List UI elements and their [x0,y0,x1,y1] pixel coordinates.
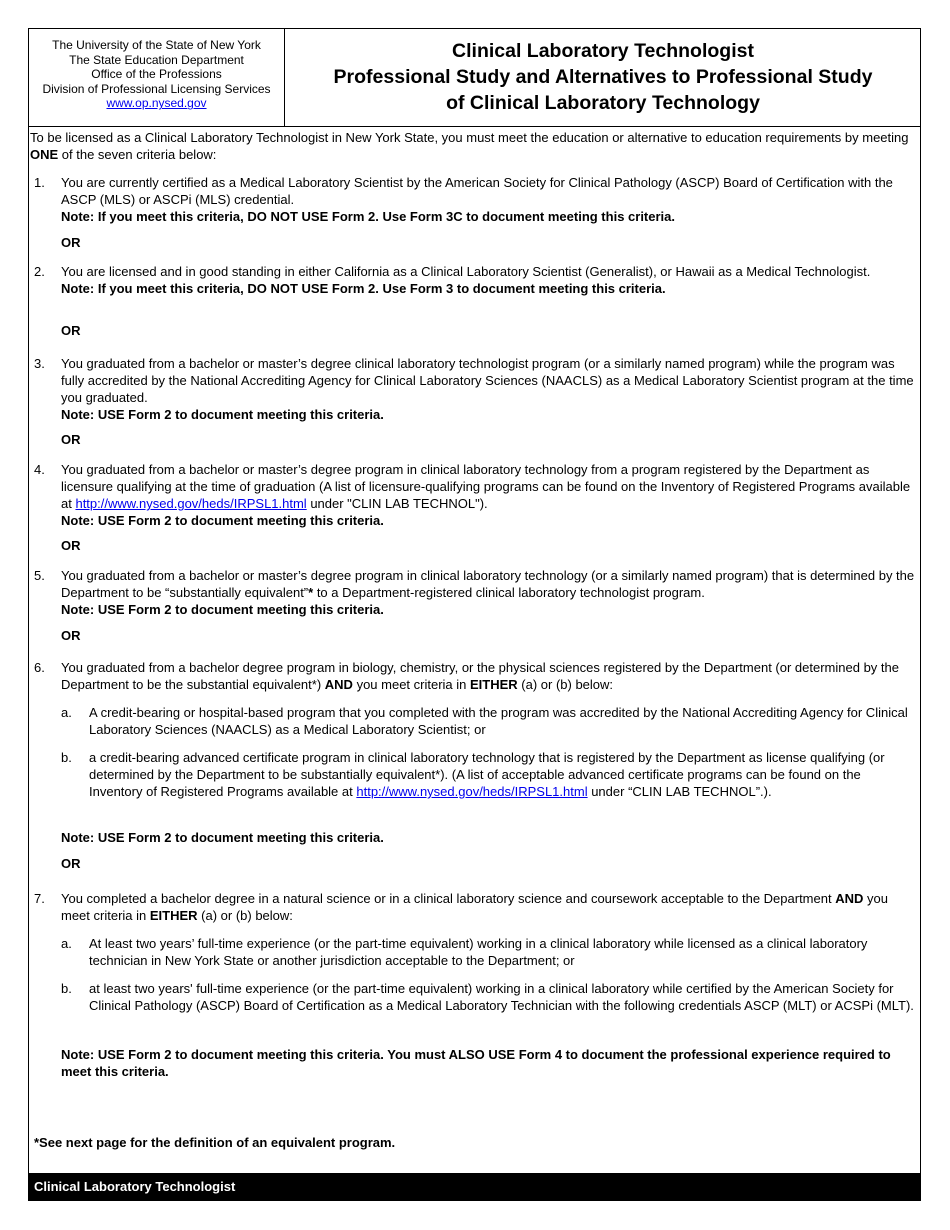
criterion-number: 3. [34,356,45,371]
criterion-note: Note: If you meet this criteria, DO NOT USE Form 2. Use Form 3 to document meeting this criteria. [61,281,666,296]
criterion-number: 5. [34,568,45,583]
agency-line-2: The State Education Department [69,52,244,67]
form-frame: The University of the State of New York The State Education Department Office of the Professions Division of Professional Licensing Services www.op.nysed.gov Clinical Laboratory Technologist Professional Study and Alternatives to Professional Study of Clinical Laboratory Technology To be licensed as a Clinical Laboratory Technologist in New York State, you must meet the education or alternative to education requirements by meeting ONE of the seven criteria below: 1. You are currently certified as a Medical Laboratory Scientist by the American Society for Clinical Pathology (ASCP) Board of Certification with the ASCP (MLS) or ASCPi (MLS) credential. Note: If you meet this criteria, DO NOT USE Form 2. Use Form 3C to document meeting this criteria. OR 2. You are licensed and in good standing in either California as a Clinical Laboratory Scientist (Generalist), or Hawaii as a Medical Technologist. Note: If you meet this criteria, DO NOT USE Form 2. Use Form 3 to document meeting this criteria. OR 3. You graduated from a bachelor or master’s degree clinical laboratory technologist program (or a similarly named program) while the program was fully accredited by the National Accrediting Agency for Clinical Laboratory Sciences (NAACLS) as a Medical Laboratory Scientist program at the time you graduated. Note: USE Form 2 to document meeting this criteria. OR 4. You graduated from a bachelor or master’s degree program in clinical laboratory technology from a program registered by the Department as licensure qualifying at the time of graduation (A list of licensure-qualifying programs can be found on the Inventory of Registered Programs available at http://www.nysed.gov/heds/IRPSL1.html under "CLIN LAB TECHNOL"). Note: USE Form 2 to document meeting this criteria. OR 5. You graduated from a bachelor or master’s degree program in clinical laboratory technology (or a similarly named program) that is determined by the Department to be “substantially equivalent”* to a Department-registered clinical laboratory technologist program. Note: USE Form 2 to document meeting this criteria. OR 6. You graduated from a bachelor degree program in biology, chemistry, or the physical sciences registered by the Department (or determined by the Department to be the substantial equivalent*) AND you meet criteria in EITHER (a) or (b) below: a. A credit-bearing or hospital-based program that you completed with the program was accredited by the National Accrediting Agency for Clinical Laboratory Sciences (NAACLS) as a Medical Laboratory Scientist; or b. a credit-bearing advanced certificate program in clinical laboratory technology that is registered by the Department as license qualifying (or determined by the Department to be substantially equivalent*). (A list of acceptable advanced certificate programs can be found on the Inventory of Registered Programs available at http://www.nysed.gov/heds/IRPSL1.html under “CLIN LAB TECHNOL”.). Note: USE Form 2 to document meeting this criteria. OR 7. You completed a bachelor degree in a natural science or in a clinical laboratory science and coursework acceptable to the Department AND you meet criteria in EITHER (a) or (b) below: a. At least two years’ full-time experience (or the part-time equivalent) working in a clinical laboratory while licensed as a clinical laboratory technician in New York State or another jurisdiction acceptable to the Department; or b. at least two years' full-time experience (or the part-time equivalent) working in a clinical laboratory while certified by the American Society for Clinical Pathology (ASCP) Board of Certification as a Medical Laboratory Technician with the following credentials ASCP (MLT) or ACSPi (MLT). Note: USE Form 2 to document meeting this criteria. You must ALSO USE Form 4 to document the professional experience required to meet this criteria. *See next page for the definition of an equivalent program. Clinical Laboratory Technologist [28,28,921,1201]
page-title [286,29,920,126]
criterion-note: Note: USE Form 2 to document meeting this criteria. [61,407,384,422]
option-letter: b. [61,750,72,765]
criterion-number: 6. [34,660,45,675]
agency-block [29,29,285,126]
agency-website-link[interactable]: www.op.nysed.gov [106,96,207,111]
criterion-number: 2. [34,264,45,279]
criterion-text: You are licensed and in good standing in either California as a Clinical Laboratory Scientist (Generalist), or Hawaii as a Medical Technologist. Note: If you meet this criteria, DO NOT USE Form 2. Use Form 3 to document meeting this criteria. [61,264,871,296]
option-text: at least two years' full-time experience (or the part-time equivalent) working in a clinical laboratory while certified by the American Society for Clinical Pathology (ASCP) Board of Certification as a Medical Laboratory Technician with the following credentials ASCP (MLT) or ACSPi (MLT). [89,981,914,1013]
option-text: At least two years’ full-time experience (or the part-time equivalent) working in a clinical laboratory while licensed as a clinical laboratory technician in New York State or another jurisdiction acceptable to the Department; or [89,936,868,968]
criterion-note: Note: If you meet this criteria, DO NOT USE Form 2. Use Form 3C to document meeting this criteria. [61,209,676,224]
title-line-2: Professional Study and Alternatives to Professional Study [333,66,873,88]
or-separator: OR [61,628,81,643]
irpsl-link[interactable]: http://www.nysed.gov/heds/IRPSL1.html [75,496,307,511]
criterion-note: Note: USE Form 2 to document meeting this criteria. [61,513,384,528]
irpsl-link[interactable]: http://www.nysed.gov/heds/IRPSL1.html [356,784,588,799]
option-letter: b. [61,981,72,996]
criterion-number: 4. [34,462,45,477]
title-line-1: Clinical Laboratory Technologist [452,40,754,62]
criterion-text: You graduated from a bachelor degree program in biology, chemistry, or the physical sciences registered by the Department (or determined by the Department to be the substantial equivalent*) AND you meet criteria in EITHER (a) or (b) below: [61,660,899,692]
option-letter: a. [61,705,72,720]
or-separator: OR [61,432,81,447]
intro-paragraph: To be licensed as a Clinical Laboratory Technologist in New York State, you must meet the education or alternative to education requirements by meeting ONE of the seven criteria below: [30,130,909,162]
agency-line-1: The University of the State of New York [52,38,261,52]
criterion-text: You graduated from a bachelor or master’s degree program in clinical laboratory technology (or a similarly named program) that is determined by the Department to be “substantially equivalent”* to a Department-registered clinical laboratory technologist program. Note: USE Form 2 to document meeting this criteria. [61,568,915,617]
title-line-3: of Clinical Laboratory Technology [446,92,760,114]
footer-bar: Clinical Laboratory Technologist [29,1173,920,1200]
option-letter: a. [61,936,72,951]
criterion-number: 1. [34,175,45,190]
or-separator: OR [61,538,81,553]
form-header [29,29,920,127]
criterion-text: You graduated from a bachelor or master’s degree clinical laboratory technologist program (or a similarly named program) while the program was fully accredited by the National Accrediting Agency for Clinical Laboratory Sciences (NAACLS) as a Medical Laboratory Scientist program at the time you graduated. Note: USE Form 2 to document meeting this criteria. [61,356,914,422]
criterion-text: You graduated from a bachelor or master’s degree program in clinical laboratory technology from a program registered by the Department as licensure qualifying at the time of graduation (A list of licensure-qualifying programs can be found on the Inventory of Registered Programs available at http://www.nysed.gov/heds/IRPSL1.html under "CLIN LAB TECHNOL"). Note: USE Form 2 to document meeting this criteria. [61,462,911,528]
or-separator: OR [61,856,81,871]
option-text: a credit-bearing advanced certificate program in clinical laboratory technology that is registered by the Department as license qualifying (or determined by the Department to be substantially equivalent*). (A list of acceptable advanced certificate programs can be found on the Inventory of Registered Programs available at http://www.nysed.gov/heds/IRPSL1.html under “CLIN LAB TECHNOL”.). [89,750,885,799]
criterion-number: 7. [34,891,45,906]
or-separator: OR [61,323,81,338]
agency-line-3: Office of the Professions [91,67,222,82]
equivalent-program-footnote: *See next page for the definition of an equivalent program. [34,1135,396,1150]
option-text: A credit-bearing or hospital-based program that you completed with the program was accredited by the National Accrediting Agency for Clinical Laboratory Sciences (NAACLS) as a Medical Laboratory Scientist; or [89,705,908,737]
criterion-text: You are currently certified as a Medical Laboratory Scientist by the American Society for Clinical Pathology (ASCP) Board of Certification with the ASCP (MLS) or ASCPi (MLS) credential. Note: If you meet this criteria, DO NOT USE Form 2. Use Form 3C to document meeting this criteria. [61,175,893,224]
agency-line-4: Division of Professional Licensing Services [42,81,271,96]
criterion-text: You completed a bachelor degree in a natural science or in a clinical laboratory science and coursework acceptable to the Department AND you meet criteria in EITHER (a) or (b) below: [61,891,888,923]
criterion-note: Note: USE Form 2 to document meeting this criteria. [61,602,384,617]
or-separator: OR [61,235,81,250]
